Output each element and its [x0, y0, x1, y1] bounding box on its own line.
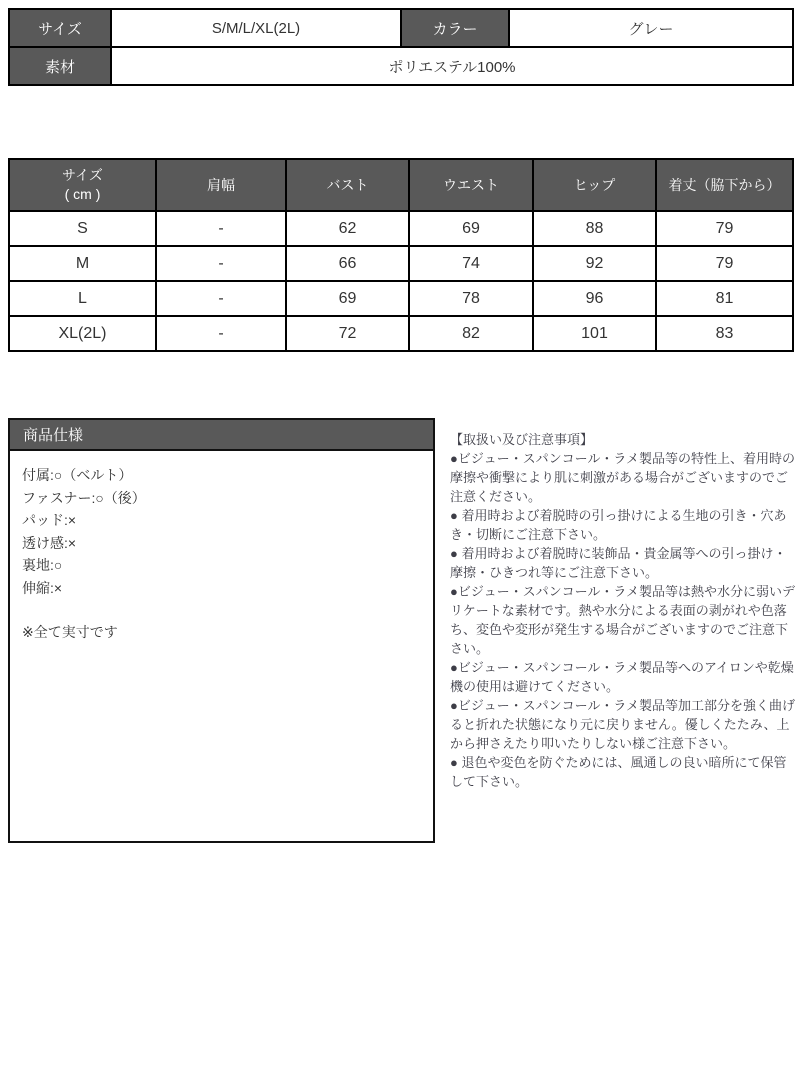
product-spec-box [8, 418, 435, 843]
bust-cell: 62 [286, 211, 409, 246]
size-row-s [9, 211, 793, 246]
size-cell: XL(2L) [9, 316, 156, 351]
shoulder-header-cell: 肩幅 [156, 159, 286, 211]
handling-note-item: ●ビジュー・スパンコール・ラメ製品等へのアイロンや乾燥機の使用は避けてください。 [450, 660, 794, 694]
hip-header-cell: ヒップ [533, 159, 656, 211]
size-cm-header-line2: ( cm ) [64, 186, 101, 202]
length-cell: 79 [656, 246, 793, 281]
shoulder-cell: - [156, 281, 286, 316]
size-chart-header-row [9, 159, 793, 211]
color-header-cell: カラー [401, 9, 509, 47]
handling-note-item: ●ビジュー・スパンコール・ラメ製品等は熱や水分に弱いデリケートな素材です。熱や水分による表面の剥がれや色落ち、変色や変形が発生する場合がございますのでご注意下さい。 [450, 584, 795, 656]
hip-cell: 96 [533, 281, 656, 316]
hip-cell: 92 [533, 246, 656, 281]
size-cm-header-line1: サイズ [62, 167, 103, 183]
size-row-l [9, 281, 793, 316]
hip-cell: 101 [533, 316, 656, 351]
shoulder-cell: - [156, 316, 286, 351]
spec-line-pad: パッド:× [22, 512, 77, 528]
size-chart-table [8, 158, 794, 352]
spec-measurement-note: ※全て実寸です [22, 624, 118, 640]
hip-cell: 88 [533, 211, 656, 246]
color-value-cell: グレー [509, 9, 793, 47]
bust-header-cell: バスト [286, 159, 409, 211]
waist-cell: 82 [409, 316, 533, 351]
size-cell: L [9, 281, 156, 316]
handling-notes [450, 430, 799, 791]
size-cell: S [9, 211, 156, 246]
spec-box-body [10, 451, 433, 657]
shoulder-cell: - [156, 211, 286, 246]
length-cell: 81 [656, 281, 793, 316]
waist-cell: 69 [409, 211, 533, 246]
size-row-m [9, 246, 793, 281]
size-cell: M [9, 246, 156, 281]
spec-line-lining: 裏地:○ [22, 557, 63, 573]
bust-cell: 66 [286, 246, 409, 281]
handling-note-item: ●ビジュー・スパンコール・ラメ製品等の特性上、着用時の摩擦や衝撃により肌に刺激がある場合がございますのでご注意ください。 [450, 451, 795, 504]
length-header-cell: 着丈（脇下から） [656, 159, 793, 211]
waist-header-cell: ウエスト [409, 159, 533, 211]
product-info-table [8, 8, 794, 86]
size-cm-header-cell [9, 159, 156, 211]
material-value-cell: ポリエステル100% [111, 47, 793, 85]
spec-line-sheerness: 透け感:× [22, 534, 77, 551]
shoulder-cell: - [156, 246, 286, 281]
spec-box-title: 商品仕様 [10, 420, 433, 451]
handling-notes-title: 【取扱い及び注意事項】 [450, 432, 594, 447]
info-row-size-color [9, 9, 793, 47]
spec-line-accessory: 付属:○（ベルト） [22, 467, 133, 483]
info-row-material [9, 47, 793, 85]
length-cell: 79 [656, 211, 793, 246]
handling-note-item: ●ビジュー・スパンコール・ラメ製品等加工部分を強く曲げると折れた状態になり元に戻りません。優しくたたみ、上から押さえたり叩いたりしない様ご注意下さい。 [450, 698, 795, 751]
handling-note-item: ● 着用時および着脱時に装飾品・貴金属等への引っ掛け・摩擦・ひきつれ等にご注意下さい。 [450, 546, 787, 580]
size-row-xl2l [9, 316, 793, 351]
handling-note-item: ● 着用時および着脱時の引っ掛けによる生地の引き・穴あき・切断にご注意下さい。 [450, 508, 787, 542]
waist-cell: 74 [409, 246, 533, 281]
length-cell: 83 [656, 316, 793, 351]
handling-note-item: ● 退色や変色を防ぐためには、風通しの良い暗所にて保管して下さい。 [450, 755, 787, 789]
size-header-cell: サイズ [9, 9, 111, 47]
bust-cell: 69 [286, 281, 409, 316]
bust-cell: 72 [286, 316, 409, 351]
size-value-cell: S/M/L/XL(2L) [111, 9, 401, 47]
spec-gap [22, 599, 421, 621]
material-header-cell: 素材 [9, 47, 111, 85]
spec-line-stretch: 伸縮:× [22, 579, 63, 596]
waist-cell: 78 [409, 281, 533, 316]
spec-line-fastener: ファスナー:○（後） [22, 489, 146, 506]
